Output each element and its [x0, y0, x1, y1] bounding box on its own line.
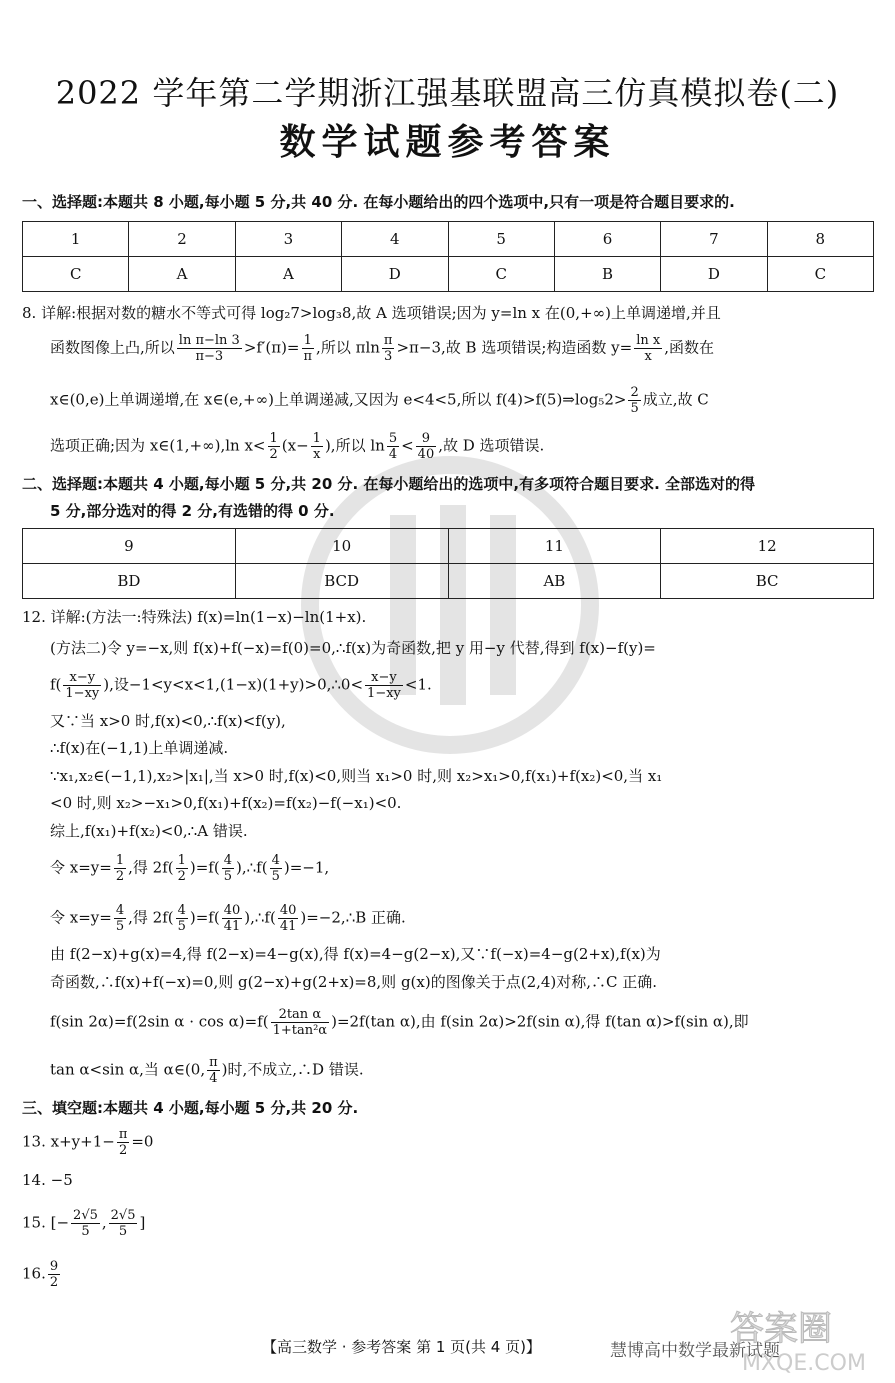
table-cell: BD	[23, 564, 236, 599]
text: )=2f(tan α),由 f(sin 2α)>2f(sin α),得 f(tan α)>f(sin α),即	[331, 1012, 749, 1031]
denominator: 5	[115, 919, 125, 934]
table-cell: D	[661, 257, 767, 292]
table-cell: A	[235, 257, 341, 292]
answer-15	[22, 1208, 878, 1239]
q12-line-7: <0 时,则 x₂>−x₁>0,f(x₁)+f(x₂)=f(x₂)−f(−x₁)<0.	[50, 794, 402, 812]
text: =0	[131, 1132, 154, 1151]
text: 16.	[22, 1264, 46, 1283]
text: )=f(	[189, 908, 220, 927]
fraction	[176, 853, 188, 884]
numerator: π	[383, 333, 393, 348]
denominator: 41	[279, 919, 297, 934]
text: >f′(π)=	[243, 338, 300, 357]
text: <1.	[404, 675, 432, 694]
fraction	[177, 333, 242, 364]
numerator: 40	[223, 903, 241, 918]
numerator: ln π−ln 3	[178, 333, 240, 348]
fraction	[71, 1208, 100, 1239]
table-cell: 8	[767, 222, 873, 257]
answer-table-2	[22, 528, 874, 599]
q12-line-8: 综上,f(x₁)+f(x₂)<0,∴A 错误.	[50, 822, 248, 840]
numerator: x−y	[63, 670, 101, 686]
numerator: 1	[312, 431, 321, 446]
table-cell: 5	[448, 222, 554, 257]
denominator: x	[313, 447, 321, 462]
denominator: 5	[177, 919, 186, 934]
text: ,	[101, 1213, 107, 1232]
numerator: π	[118, 1127, 128, 1142]
denominator: 2	[177, 869, 186, 884]
q8-line-1: 8. 详解:根据对数的糖水不等式可得 log₂7>log₃8,故 A 选项错误;因为 y=ln x 在(0,+∞)上单调递增,并且	[22, 304, 721, 322]
numerator: 1	[115, 853, 125, 868]
text: ,故 D 选项错误.	[438, 436, 545, 455]
fraction	[268, 431, 280, 462]
text: ),所以 ln	[324, 436, 385, 455]
q12-line-6: ∵x₁,x₂∈(−1,1),x₂>|x₁|,当 x>0 时,f(x)<0,则当 x₁>0 时,则 x₂>x₁>0,f(x₁)+f(x₂)<0,当 x₁	[50, 767, 663, 785]
text: >π−3,故 B 选项错误;构造函数 y=	[396, 338, 633, 357]
denominator: 5	[223, 869, 232, 884]
q8-line-2	[50, 333, 878, 364]
denominator: 1+tan²α	[272, 1023, 328, 1038]
denominator: 5	[630, 401, 639, 416]
fraction	[109, 1208, 138, 1239]
numerator: π	[209, 1055, 218, 1070]
denominator: 5	[81, 1224, 90, 1239]
text: x∈(0,e)上单调递增,在 x∈(e,+∞)上单调递减,又因为 e<4<5,所以 f(4)>f(5)⇒log₅2>	[50, 390, 627, 409]
numerator: 40	[279, 903, 297, 918]
text: ,得 2f(	[128, 858, 174, 877]
denominator: π	[303, 349, 313, 364]
text: )=f(	[189, 858, 220, 877]
table-cell: AB	[448, 564, 661, 599]
fraction	[63, 670, 101, 701]
fraction	[114, 853, 126, 884]
denominator: x	[644, 349, 652, 364]
table-cell: B	[554, 257, 660, 292]
q12-line-2: (方法二)令 y=−x,则 f(x)+f(−x)=f(0)=0,∴f(x)为奇函数,把 y 用−y 代替,得到 f(x)−f(y)=	[50, 639, 656, 657]
fraction	[270, 853, 282, 884]
text: ),设−1<y<x<1,(1−x)(1+y)>0,∴0<	[103, 675, 364, 694]
q12-line-14	[50, 1055, 878, 1086]
document-subtitle: 数学试题参考答案	[279, 122, 616, 163]
q12-line-9	[50, 853, 878, 884]
q12-line-3	[50, 670, 878, 701]
text: )时,不成立,∴D 错误.	[221, 1060, 364, 1079]
text: 令 x=y=	[50, 908, 112, 927]
table-cell: D	[342, 257, 448, 292]
fraction	[278, 903, 299, 934]
table-cell: 9	[23, 529, 236, 564]
table-cell: 11	[448, 529, 661, 564]
text: ,所以 πln	[316, 338, 380, 357]
text: 函数图像上凸,所以	[50, 338, 175, 357]
denominator: 2	[115, 869, 125, 884]
watermark-text: 慧博高中数学最新试题	[610, 1341, 780, 1361]
table-row	[23, 222, 874, 257]
q12-line-12: 奇函数,∴f(x)+f(−x)=0,则 g(2−x)+g(2+x)=8,则 g(x)的图像关于点(2,4)对称,∴C 正确.	[50, 973, 658, 991]
numerator: 2√5	[73, 1208, 98, 1223]
numerator: 4	[223, 853, 232, 868]
logo-text: 答案圈	[730, 1309, 832, 1349]
table-cell: 7	[661, 222, 767, 257]
table-cell: 2	[129, 222, 235, 257]
text: <	[401, 436, 414, 455]
fraction	[222, 903, 243, 934]
text: f(	[50, 675, 62, 694]
fraction	[416, 431, 437, 462]
answer-circle-logo	[722, 1300, 882, 1376]
text: ,函数在	[664, 338, 714, 357]
text: 选项正确;因为 x∈(1,+∞),ln x<	[50, 436, 266, 455]
fraction	[634, 333, 662, 364]
text: )=−1,	[283, 858, 330, 877]
denominator: 2	[269, 447, 278, 462]
table-row	[23, 529, 874, 564]
q8-line-4	[50, 431, 878, 462]
fraction	[382, 333, 395, 364]
fraction	[117, 1127, 130, 1158]
text: 15. [−	[22, 1213, 70, 1232]
q12-line-13	[50, 1007, 878, 1038]
denominator: 2	[118, 1143, 128, 1158]
answer-16	[22, 1259, 878, 1290]
numerator: 1	[177, 853, 186, 868]
text: ),∴f(	[236, 858, 268, 877]
text: )=−2,∴B 正确.	[300, 908, 406, 927]
numerator: 9	[416, 431, 437, 447]
table-cell: 3	[235, 222, 341, 257]
denominator: 41	[223, 919, 241, 934]
denominator: 4	[388, 447, 398, 462]
q12-line-4: 又∵当 x>0 时,f(x)<0,∴f(x)<f(y),	[50, 712, 286, 730]
text: ]	[139, 1213, 146, 1232]
section1-heading: 一、选择题:本题共 8 小题,每小题 5 分,共 40 分. 在每小题给出的四个选项中,只有一项是符合题目要求的.	[22, 193, 735, 211]
fraction	[311, 431, 323, 462]
fraction	[365, 670, 403, 701]
denominator: 40	[417, 447, 435, 462]
fraction	[628, 385, 640, 416]
q12-line-1: 12. 详解:(方法一:特殊法) f(x)=ln(1−x)−ln(1+x).	[22, 608, 367, 626]
text: 13. x+y+1−	[22, 1132, 115, 1151]
page-footer: 【高三数学 · 参考答案 第 1 页(共 4 页)】	[262, 1338, 541, 1356]
numerator: 2√5	[110, 1208, 136, 1223]
table-cell: 6	[554, 222, 660, 257]
numerator: x−y	[365, 670, 403, 686]
text: f(sin 2α)=f(2sin α · cos α)=f(	[50, 1012, 269, 1031]
fraction	[48, 1259, 60, 1290]
answer-table-1	[22, 221, 874, 292]
denominator: 5	[118, 1224, 128, 1239]
document-title: 2022 学年第二学期浙江强基联盟高三仿真模拟卷(二)	[55, 74, 840, 112]
q12-line-11: 由 f(2−x)+g(x)=4,得 f(2−x)=4−g(x),得 f(x)=4−g(2−x),又∵f(−x)=4−g(2+x),f(x)为	[50, 945, 661, 963]
denominator: 5	[271, 869, 280, 884]
numerator: 2tan α	[271, 1007, 330, 1023]
answer-14: 14. −5	[22, 1171, 73, 1189]
q12-line-5: ∴f(x)在(−1,1)上单调递减.	[50, 739, 229, 757]
fraction	[387, 431, 399, 462]
table-cell: 12	[661, 529, 874, 564]
text: ,得 2f(	[128, 908, 174, 927]
table-cell: 10	[235, 529, 448, 564]
answer-13	[22, 1127, 878, 1158]
section2-heading-1: 二、选择题:本题共 4 小题,每小题 5 分,共 20 分. 在每小题给出的选项中,有多项符合题目要求. 全部选对的得	[22, 475, 756, 493]
text: (x−	[281, 436, 309, 455]
table-cell: A	[129, 257, 235, 292]
numerator: 5	[388, 431, 398, 446]
q12-line-10	[50, 903, 878, 934]
denominator: π−3	[195, 349, 224, 364]
table-cell: BCD	[235, 564, 448, 599]
table-cell: C	[23, 257, 129, 292]
q8-line-3	[50, 385, 878, 416]
fraction	[114, 903, 126, 934]
denominator: 1−xy	[367, 686, 401, 701]
text: 令 x=y=	[50, 858, 112, 877]
section3-heading: 三、填空题:本题共 4 小题,每小题 5 分,共 20 分.	[22, 1099, 359, 1117]
fraction	[302, 333, 315, 364]
numerator: 1	[302, 333, 315, 349]
denominator: 3	[384, 349, 393, 364]
denominator: 4	[209, 1071, 218, 1086]
numerator: 4	[271, 853, 280, 868]
fraction	[222, 853, 234, 884]
fraction	[176, 903, 188, 934]
text: tan α<sin α,当 α∈(0,	[50, 1060, 206, 1079]
section2-heading-2: 5 分,部分选对的得 2 分,有选错的得 0 分.	[50, 502, 335, 520]
numerator: 4	[115, 903, 125, 918]
text: 成立,故 C	[642, 390, 709, 409]
fraction	[207, 1055, 220, 1086]
numerator: 4	[177, 903, 186, 918]
table-cell: C	[767, 257, 873, 292]
numerator: 9	[49, 1259, 59, 1274]
table-cell: 1	[23, 222, 129, 257]
table-cell: 4	[342, 222, 448, 257]
table-row	[23, 564, 874, 599]
fraction	[271, 1007, 330, 1038]
numerator: 2	[630, 385, 639, 400]
logo-url: MXQE.COM	[742, 1351, 866, 1376]
denominator: 1−xy	[65, 686, 100, 701]
text: ),∴f(	[244, 908, 276, 927]
denominator: 2	[49, 1275, 59, 1290]
numerator: ln x	[636, 333, 661, 348]
table-row	[23, 257, 874, 292]
table-cell: C	[448, 257, 554, 292]
numerator: 1	[269, 431, 278, 446]
table-cell: BC	[661, 564, 874, 599]
